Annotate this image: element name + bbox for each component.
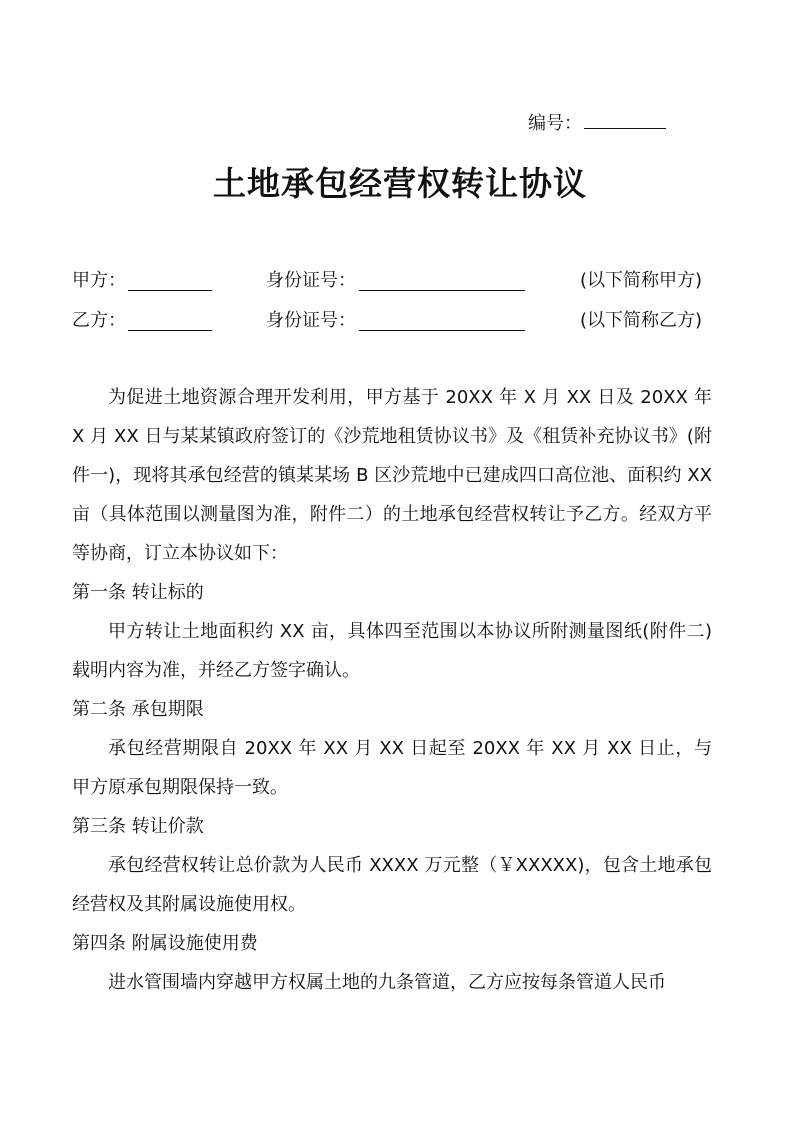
article-1-text: 甲方转让土地面积约 XX 亩，具体四至范围以本协议所附测量图纸(附件二)载明内容为准，并经乙方签字确认。 xyxy=(72,621,712,681)
party-b-abbreviation: (以下简称乙方) xyxy=(579,310,702,331)
party-a-label: 甲方： xyxy=(72,270,126,291)
article-4-text: 进水管围墙内穿越甲方权属土地的九条管道，乙方应按每条管道人民币 xyxy=(108,972,666,993)
agreement-body xyxy=(72,378,712,1002)
document-title: 土地承包经营权转让协议 xyxy=(213,164,587,203)
document-number-label: 编号： xyxy=(528,113,582,134)
article-3-text: 承包经营权转让总价款为人民币 XXXX 万元整（￥XXXXX)，包含土地承包经营权及其附属设施使用权。 xyxy=(72,855,712,915)
article-1-heading: 第一条 转让标的 xyxy=(72,582,204,603)
party-b-label: 乙方： xyxy=(72,310,126,331)
party-a-abbreviation: (以下简称甲方) xyxy=(579,270,702,291)
document-number-blank xyxy=(584,108,666,129)
document-number xyxy=(528,108,666,138)
article-2-heading: 第二条 承包期限 xyxy=(72,699,204,720)
party-a-name-blank xyxy=(128,270,212,291)
article-4-heading: 第四条 附属设施使用费 xyxy=(72,933,258,954)
party-b-id-blank xyxy=(359,310,525,331)
article-3-heading: 第三条 转让价款 xyxy=(72,816,204,837)
party-b-name-blank xyxy=(128,310,212,331)
party-a-row xyxy=(72,266,712,296)
party-b-row xyxy=(72,306,712,336)
intro-paragraph: 为促进土地资源合理开发利用，甲方基于 20XX 年 X 月 XX 日及 20XX 年 X 月 XX 日与某某镇政府签订的《沙荒地租赁协议书》及《租赁补充协议书》(附件一)，现将其承包经营的镇某某场 B 区沙荒地中已建成四口高位池、面积约 XX 亩（具体范围以测量图为准，附件二）的土地承包经营权转让予乙方。经双方平等协商，订立本协议如下： xyxy=(72,387,712,564)
party-a-id-blank xyxy=(359,270,525,291)
party-a-id-label: 身份证号： xyxy=(266,270,356,291)
article-2-text: 承包经营期限自 20XX 年 XX 月 XX 日起至 20XX 年 XX 月 XX 日止，与甲方原承包期限保持一致。 xyxy=(72,738,712,798)
party-b-id-label: 身份证号： xyxy=(266,310,356,331)
